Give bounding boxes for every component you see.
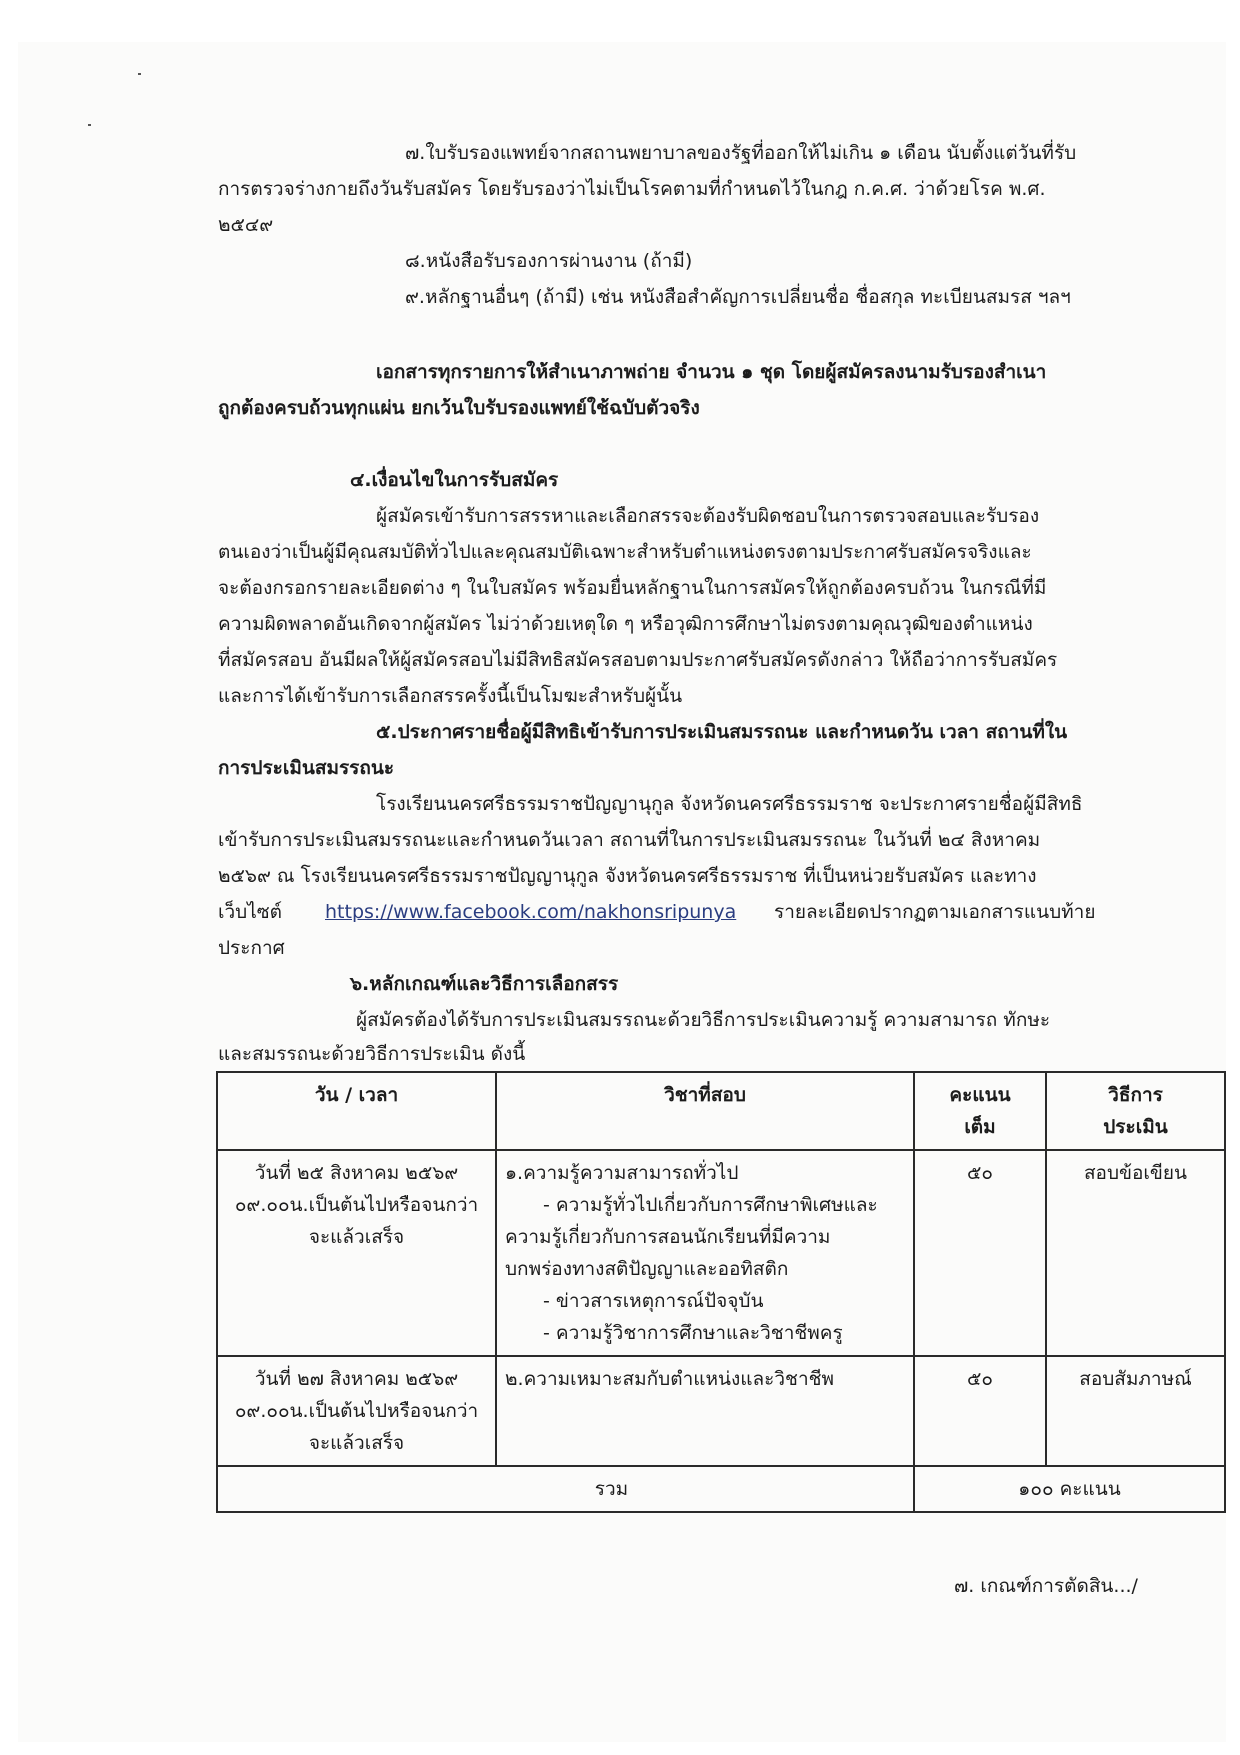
copy-note-line1: เอกสารทุกรายการให้สำเนาภาพถ่าย จำนวน ๑ ชุด โดยผู้สมัครลงนามรับรองสำเนา — [376, 361, 1047, 383]
footer-next-page: ๗. เกณฑ์การตัดสิน.../ — [954, 1575, 1138, 1597]
table-row — [217, 1150, 1225, 1356]
cell-date — [217, 1356, 496, 1466]
date-line3: จะแล้วเสร็จ — [308, 1226, 405, 1248]
item9: ๙.หลักฐานอื่นๆ (ถ้ามี) เช่น หนังสือสำคัญการเปลี่ยนชื่อ ชื่อสกุล ทะเบียนสมรส ฯลฯ — [405, 286, 1071, 308]
cell-date — [217, 1150, 496, 1356]
header-subject: วิชาที่สอบ — [496, 1072, 914, 1150]
section5-heading-line1: ๕.ประกาศรายชื่อผู้มีสิทธิเข้ารับการประเมินสมรรถนะ และกำหนดวัน เวลา สถานที่ใน — [376, 721, 1068, 743]
exam-schedule-table — [216, 1071, 1226, 1513]
subject-title: ๑.ความรู้ความสามารถทั่วไป — [505, 1162, 739, 1184]
section5-line: เข้ารับการประเมินสมรรถนะและกำหนดวันเวลา สถานที่ในการประเมินสมรรถนะ ในวันที่ ๒๔ สิงหาคม — [218, 829, 1041, 851]
section4-line: ที่สมัครสอบ อันมีผลให้ผู้สมัครสอบไม่มีสิทธิสมัครสอบตามประกาศรับสมัครดังกล่าว ให้ถือว่าการรับสมัคร — [218, 649, 1058, 671]
item7-line1: ๗.ใบรับรองแพทย์จากสถานพยาบาลของรัฐที่ออกให้ไม่เกิน ๑ เดือน นับตั้งแต่วันที่รับ — [405, 142, 1077, 164]
section4-line: ความผิดพลาดอันเกิดจากผู้สมัคร ไม่ว่าด้วยเหตุใด ๆ หรือวุฒิการศึกษาไม่ตรงตามคุณวุฒิของตำแหน่ง — [218, 613, 1033, 635]
header-method-line2: ประเมิน — [1103, 1116, 1168, 1138]
header-score-line2: เต็ม — [964, 1116, 996, 1138]
subject-item: บกพร่องทางสติปัญญาและออทิสติก — [505, 1258, 789, 1280]
subject-item: - ความรู้วิชาการศึกษาและวิชาชีพครู — [543, 1322, 843, 1344]
date-line2: ๐๙.๐๐น.เป็นต้นไปหรือจนกว่า — [234, 1194, 479, 1216]
website-line — [218, 898, 1152, 926]
date-line2: ๐๙.๐๐น.เป็นต้นไปหรือจนกว่า — [234, 1400, 479, 1422]
website-link[interactable]: https://www.facebook.com/nakhonsripunya — [325, 901, 737, 923]
header-method-line1: วิธีการ — [1108, 1084, 1163, 1106]
section5-line: ๒๕๖๙ ณ โรงเรียนนครศรีธรรมราชปัญญานุกูล จังหวัดนครศรีธรรมราช ที่เป็นหน่วยรับสมัคร และทาง — [218, 865, 1037, 887]
section4-heading: ๔.เงื่อนไขในการรับสมัคร — [350, 469, 559, 491]
subject-item: ความรู้เกี่ยวกับการสอนนักเรียนที่มีความ — [505, 1226, 831, 1248]
subject-title: ๒.ความเหมาะสมกับตำแหน่งและวิชาชีพ — [505, 1368, 835, 1390]
section4-line: ตนเองว่าเป็นผู้มีคุณสมบัติทั่วไปและคุณสมบัติเฉพาะสำหรับตำแหน่งตรงตามประกาศรับสมัครจริงและ — [218, 541, 1032, 563]
section5-line: โรงเรียนนครศรีธรรมราชปัญญานุกูล จังหวัดนครศรีธรรมราช จะประกาศรายชื่อผู้มีสิทธิ — [376, 793, 1083, 815]
date-line1: วันที่ ๒๗ สิงหาคม ๒๕๖๙ — [254, 1368, 459, 1390]
header-score-line1: คะแนน — [949, 1084, 1011, 1106]
total-label: รวม — [217, 1466, 914, 1512]
section6-heading: ๖.หลักเกณฑ์และวิธีการเลือกสรร — [350, 973, 619, 995]
announce-word: ประกาศ — [218, 937, 285, 959]
total-value: ๑๐๐ คะแนน — [914, 1466, 1225, 1512]
section6-line2: และสมรรถนะด้วยวิธีการประเมิน ดังนี้ — [218, 1043, 526, 1065]
cell-subject — [496, 1150, 914, 1356]
subject-item: - ข่าวสารเหตุการณ์ปัจจุบัน — [543, 1290, 764, 1312]
cell-score: ๕๐ — [914, 1150, 1046, 1356]
cell-subject — [496, 1356, 914, 1466]
date-line3: จะแล้วเสร็จ — [308, 1432, 405, 1454]
header-method — [1046, 1072, 1225, 1150]
section4-line: และการได้เข้ารับการเลือกสรรครั้งนี้เป็นโมฆะสำหรับผู้นั้น — [218, 685, 683, 707]
copy-note-line2: ถูกต้องครบถ้วนทุกแผ่น ยกเว้นใบรับรองแพทย์ใช้ฉบับตัวจริง — [218, 397, 700, 419]
header-date: วัน / เวลา — [217, 1072, 496, 1150]
item7-line3: ๒๕๔๙ — [218, 214, 274, 236]
section4-line: จะต้องกรอกรายละเอียดต่าง ๆ ในใบสมัคร พร้อมยื่นหลักฐานในการสมัครให้ถูกต้องครบถ้วน ในกรณีที่มี — [218, 577, 1047, 599]
cell-method: สอบข้อเขียน — [1046, 1150, 1225, 1356]
header-score — [914, 1072, 1046, 1150]
item7-line2: การตรวจร่างกายถึงวันรับสมัคร โดยรับรองว่าไม่เป็นโรคตามที่กำหนดไว้ในกฎ ก.ค.ศ. ว่าด้วยโรค พ.ศ. — [218, 178, 1046, 200]
table-header-row — [217, 1072, 1225, 1150]
cell-score: ๕๐ — [914, 1356, 1046, 1466]
website-tail: รายละเอียดปรากฏตามเอกสารแนบท้าย — [774, 901, 1096, 923]
date-line1: วันที่ ๒๕ สิงหาคม ๒๕๖๙ — [254, 1162, 459, 1184]
table-total-row — [217, 1466, 1225, 1512]
section6-line1: ผู้สมัครต้องได้รับการประเมินสมรรถนะด้วยวิธีการประเมินความรู้ ความสามารถ ทักษะ — [356, 1009, 1051, 1031]
website-label: เว็บไซต์ — [218, 901, 283, 923]
section4-line: ผู้สมัครเข้ารับการสรรหาและเลือกสรรจะต้องรับผิดชอบในการตรวจสอบและรับรอง — [376, 505, 1040, 527]
item8: ๘.หนังสือรับรองการผ่านงาน (ถ้ามี) — [405, 250, 693, 272]
subject-item: - ความรู้ทั่วไปเกี่ยวกับการศึกษาพิเศษและ — [543, 1194, 878, 1216]
section5-heading-line2: การประเมินสมรรถนะ — [218, 757, 395, 779]
cell-method: สอบสัมภาษณ์ — [1046, 1356, 1225, 1466]
table-row — [217, 1356, 1225, 1466]
